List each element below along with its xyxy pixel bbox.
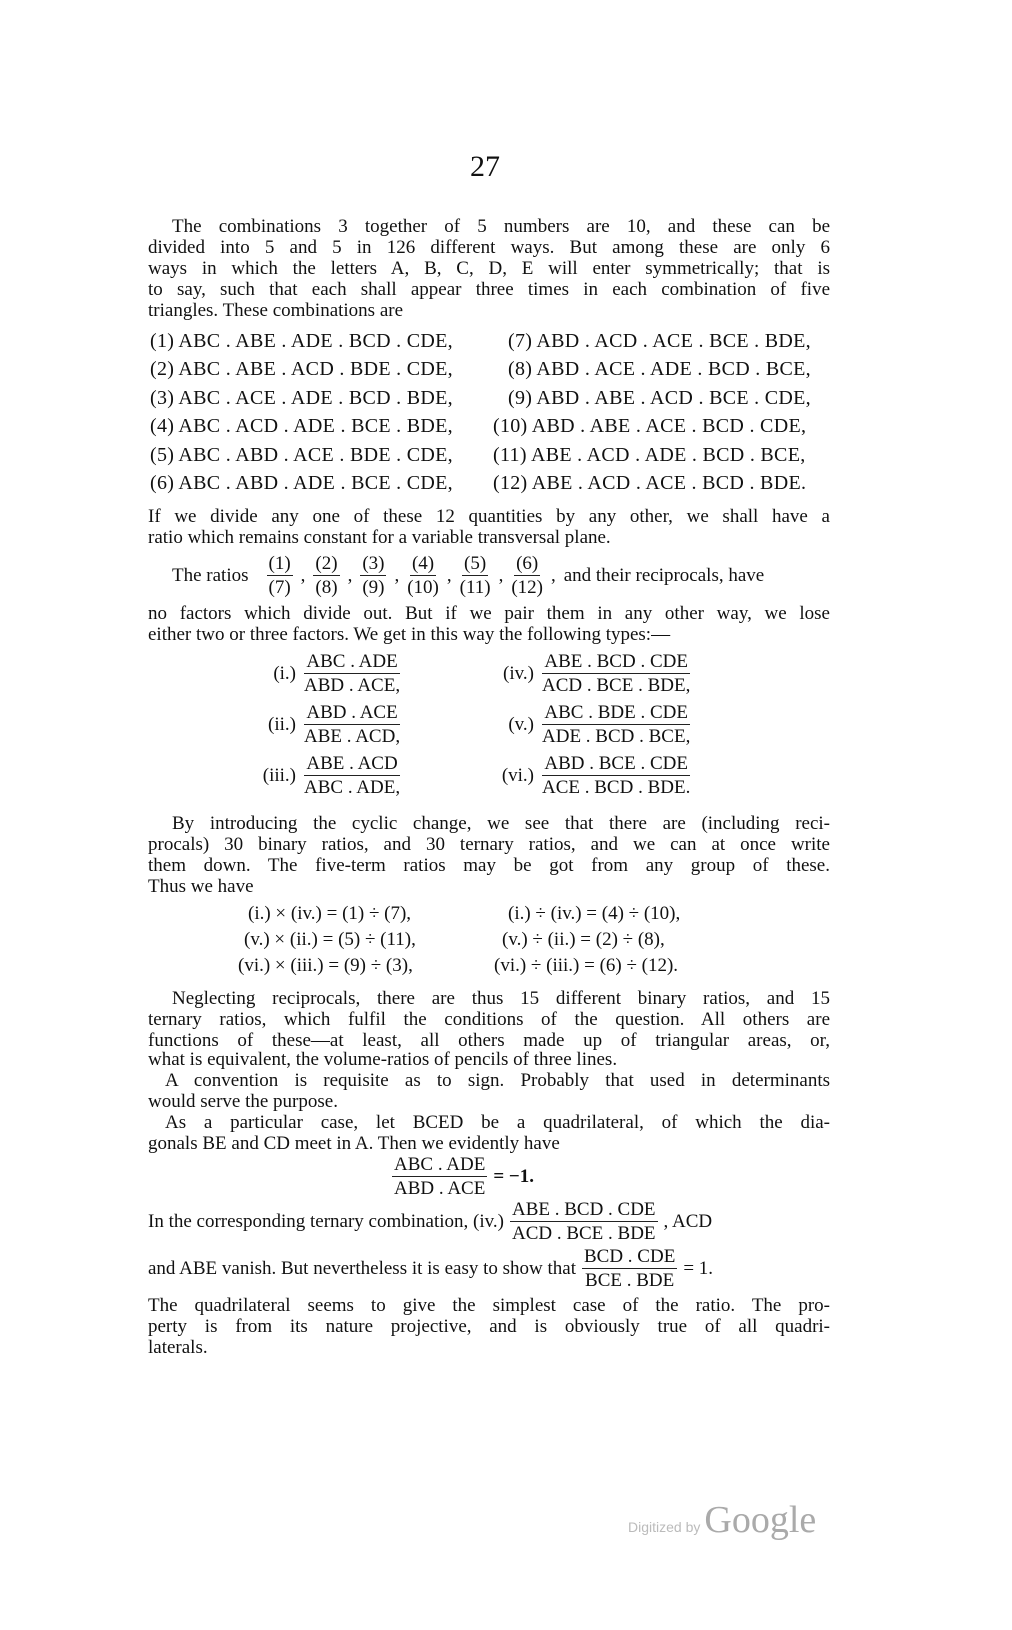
equation: (vi.) ÷ (iii.) = (6) ÷ (12). — [494, 955, 679, 976]
equation: (i.) × (iv.) = (1) ÷ (7), — [248, 903, 412, 924]
text-line: no factors which divide out. But if we pair them in any other way, we lose — [148, 603, 830, 624]
text-line: If we divide any one of these 12 quantities by any other, we shall have a — [148, 506, 830, 527]
combination: (2) ABC . ABE . ACD . BDE . CDE, — [150, 358, 453, 380]
text-line: functions of these—at least, all others made up of triangular areas, or, — [148, 1030, 830, 1051]
google-watermark: Digitized by Google — [628, 1499, 817, 1541]
text-line: Thus we have — [148, 876, 254, 897]
combination: (9) ABD . ABE . ACD . BCE . CDE, — [508, 387, 811, 409]
text-line: either two or three factors. We get in this way the following types:— — [148, 624, 671, 645]
equation: (i.) ÷ (iv.) = (4) ÷ (10), — [508, 903, 681, 924]
combination: (4) ABC . ACD . ADE . BCE . BDE, — [150, 415, 453, 437]
text-line: would serve the purpose. — [148, 1091, 338, 1112]
combination: (6) ABC . ABD . ADE . BCE . CDE, — [150, 472, 453, 494]
combination: (10) ABD . ABE . ACE . BCD . CDE, — [493, 415, 807, 437]
ratio-fraction: $\frac{(3)}{(9)}$ — [362, 553, 385, 598]
text-line: laterals. — [148, 1337, 208, 1358]
text-line: The combinations 3 together of 5 numbers are 10, and these can be — [172, 216, 830, 237]
text-line: divided into 5 and 5 in 126 different ways. But among these are only 6 — [148, 237, 830, 258]
text-line: ternary ratios, which fulfil the conditions of the question. All others are — [148, 1009, 830, 1030]
google-logo: Google — [704, 1499, 817, 1541]
text: and their reciprocals, have — [563, 564, 765, 586]
combination: (1) ABC . ABE . ADE . BCD . CDE, — [150, 330, 453, 352]
text-line: them down. The five-term ratios may be got from any group of these. — [148, 855, 830, 876]
text-line: ways in which the letters A, B, C, D, E will enter symmetrically; that is — [148, 258, 830, 279]
text-line: to say, such that each shall appear three times in each combination of five — [148, 279, 830, 300]
text-line: Neglecting reciprocals, there are thus 15 different binary ratios, and 15 — [172, 988, 830, 1009]
combination: (7) ABD . ACD . ACE . BCE . BDE, — [508, 330, 811, 352]
type-formula: (iii.) $\frac{\text{ABE . ACD}}{\text{ABC . ADE,}}$ — [262, 753, 401, 798]
text-line: ratio which remains constant for a variable transversal plane. — [148, 527, 611, 548]
ratio-fraction: $\frac{(6)}{(12)}$ — [511, 553, 543, 598]
ratio-fraction: $\frac{(5)}{(11)}$ — [459, 553, 491, 598]
equation: (vi.) × (iii.) = (9) ÷ (3), — [238, 955, 413, 976]
text: The ratios — [172, 564, 249, 586]
display-equation: $\frac{\text{ABC . ADE}}{\text{ABD . ACE}}$ = −1. — [394, 1154, 534, 1199]
text-line: procals) 30 binary ratios, and 30 ternary ratios, and we can at once write — [148, 834, 830, 855]
equation: (v.) × (ii.) = (5) ÷ (11), — [244, 929, 416, 950]
ratio-fraction: $\frac{(4)}{(10)}$ — [407, 553, 439, 598]
text-line: A convention is requisite as to sign. Probably that used in determinants — [165, 1070, 830, 1091]
combination: (12) ABE . ACD . ACE . BCD . BDE. — [493, 472, 807, 494]
combination: (3) ABC . ACE . ADE . BCD . BDE, — [150, 387, 453, 409]
text-line: The quadrilateral seems to give the simplest case of the ratio. The pro- — [148, 1295, 830, 1316]
ratio-fraction: $\frac{(1)}{(7)}$ — [268, 553, 291, 598]
type-formula: (iv.) $\frac{\text{ABE . BCD . CDE}}{\text{ACD . BCE . BDE,}}$ — [503, 651, 691, 696]
text-line: gonals BE and CD meet in A. Then we evidently have — [148, 1133, 560, 1154]
text-line-with-fraction: and ABE vanish. But nevertheless it is easy to show that $\frac{\text{BCD . CDE}}{\text{BCE . BDE}}$ = 1. — [148, 1246, 714, 1291]
type-formula: (i.) $\frac{\text{ABC . ADE}}{\text{ABD . ACE,}}$ — [273, 651, 401, 696]
text-line: triangles. These combinations are — [148, 300, 404, 321]
type-formula: (v.) $\frac{\text{ABC . BDE . CDE}}{\text{ADE . BCD . BCE,}}$ — [508, 702, 691, 747]
equation: (v.) ÷ (ii.) = (2) ÷ (8), — [502, 929, 665, 950]
type-formula: (vi.) $\frac{\text{ABD . BCE . CDE}}{\text{ACE . BCD . BDE.}}$ — [501, 753, 691, 798]
text-line-with-fraction: In the corresponding ternary combination, (iv.) $\frac{\text{ABE . BCD . CDE}}{\text{ACD . BCE . BDE}}$ , ACD — [148, 1199, 713, 1244]
combination: (11) ABE . ACD . ADE . BCD . BCE, — [493, 444, 806, 466]
text-line: what is equivalent, the volume-ratios of pencils of three lines. — [148, 1049, 618, 1070]
text-line: By introducing the cyclic change, we see that there are (including reci- — [172, 813, 830, 834]
ratios-line: The ratios $\frac{(1)}{(7)}$ , $\frac{(2)}{(8)}$ , $\frac{(3)}{(9)}$ , $\frac{(4)}{(10)}$ , $\frac{(5)}{(11)}$ , $\frac{(6)}{(12)}$ , and their reciprocals, have — [172, 553, 765, 598]
combination: (5) ABC . ABD . ACE . BDE . CDE, — [150, 444, 453, 466]
text-line: perty is from its nature projective, and is obviously true of all quadri- — [148, 1316, 830, 1337]
type-formula: (ii.) $\frac{\text{ABD . ACE}}{\text{ABE . ACD,}}$ — [268, 702, 401, 747]
ratio-fraction: $\frac{(2)}{(8)}$ — [315, 553, 338, 598]
combination: (8) ABD . ACE . ADE . BCD . BCE, — [508, 358, 811, 380]
page-number: 27 — [470, 150, 500, 183]
text-line: As a particular case, let BCED be a quadrilateral, of which the dia- — [165, 1112, 830, 1133]
